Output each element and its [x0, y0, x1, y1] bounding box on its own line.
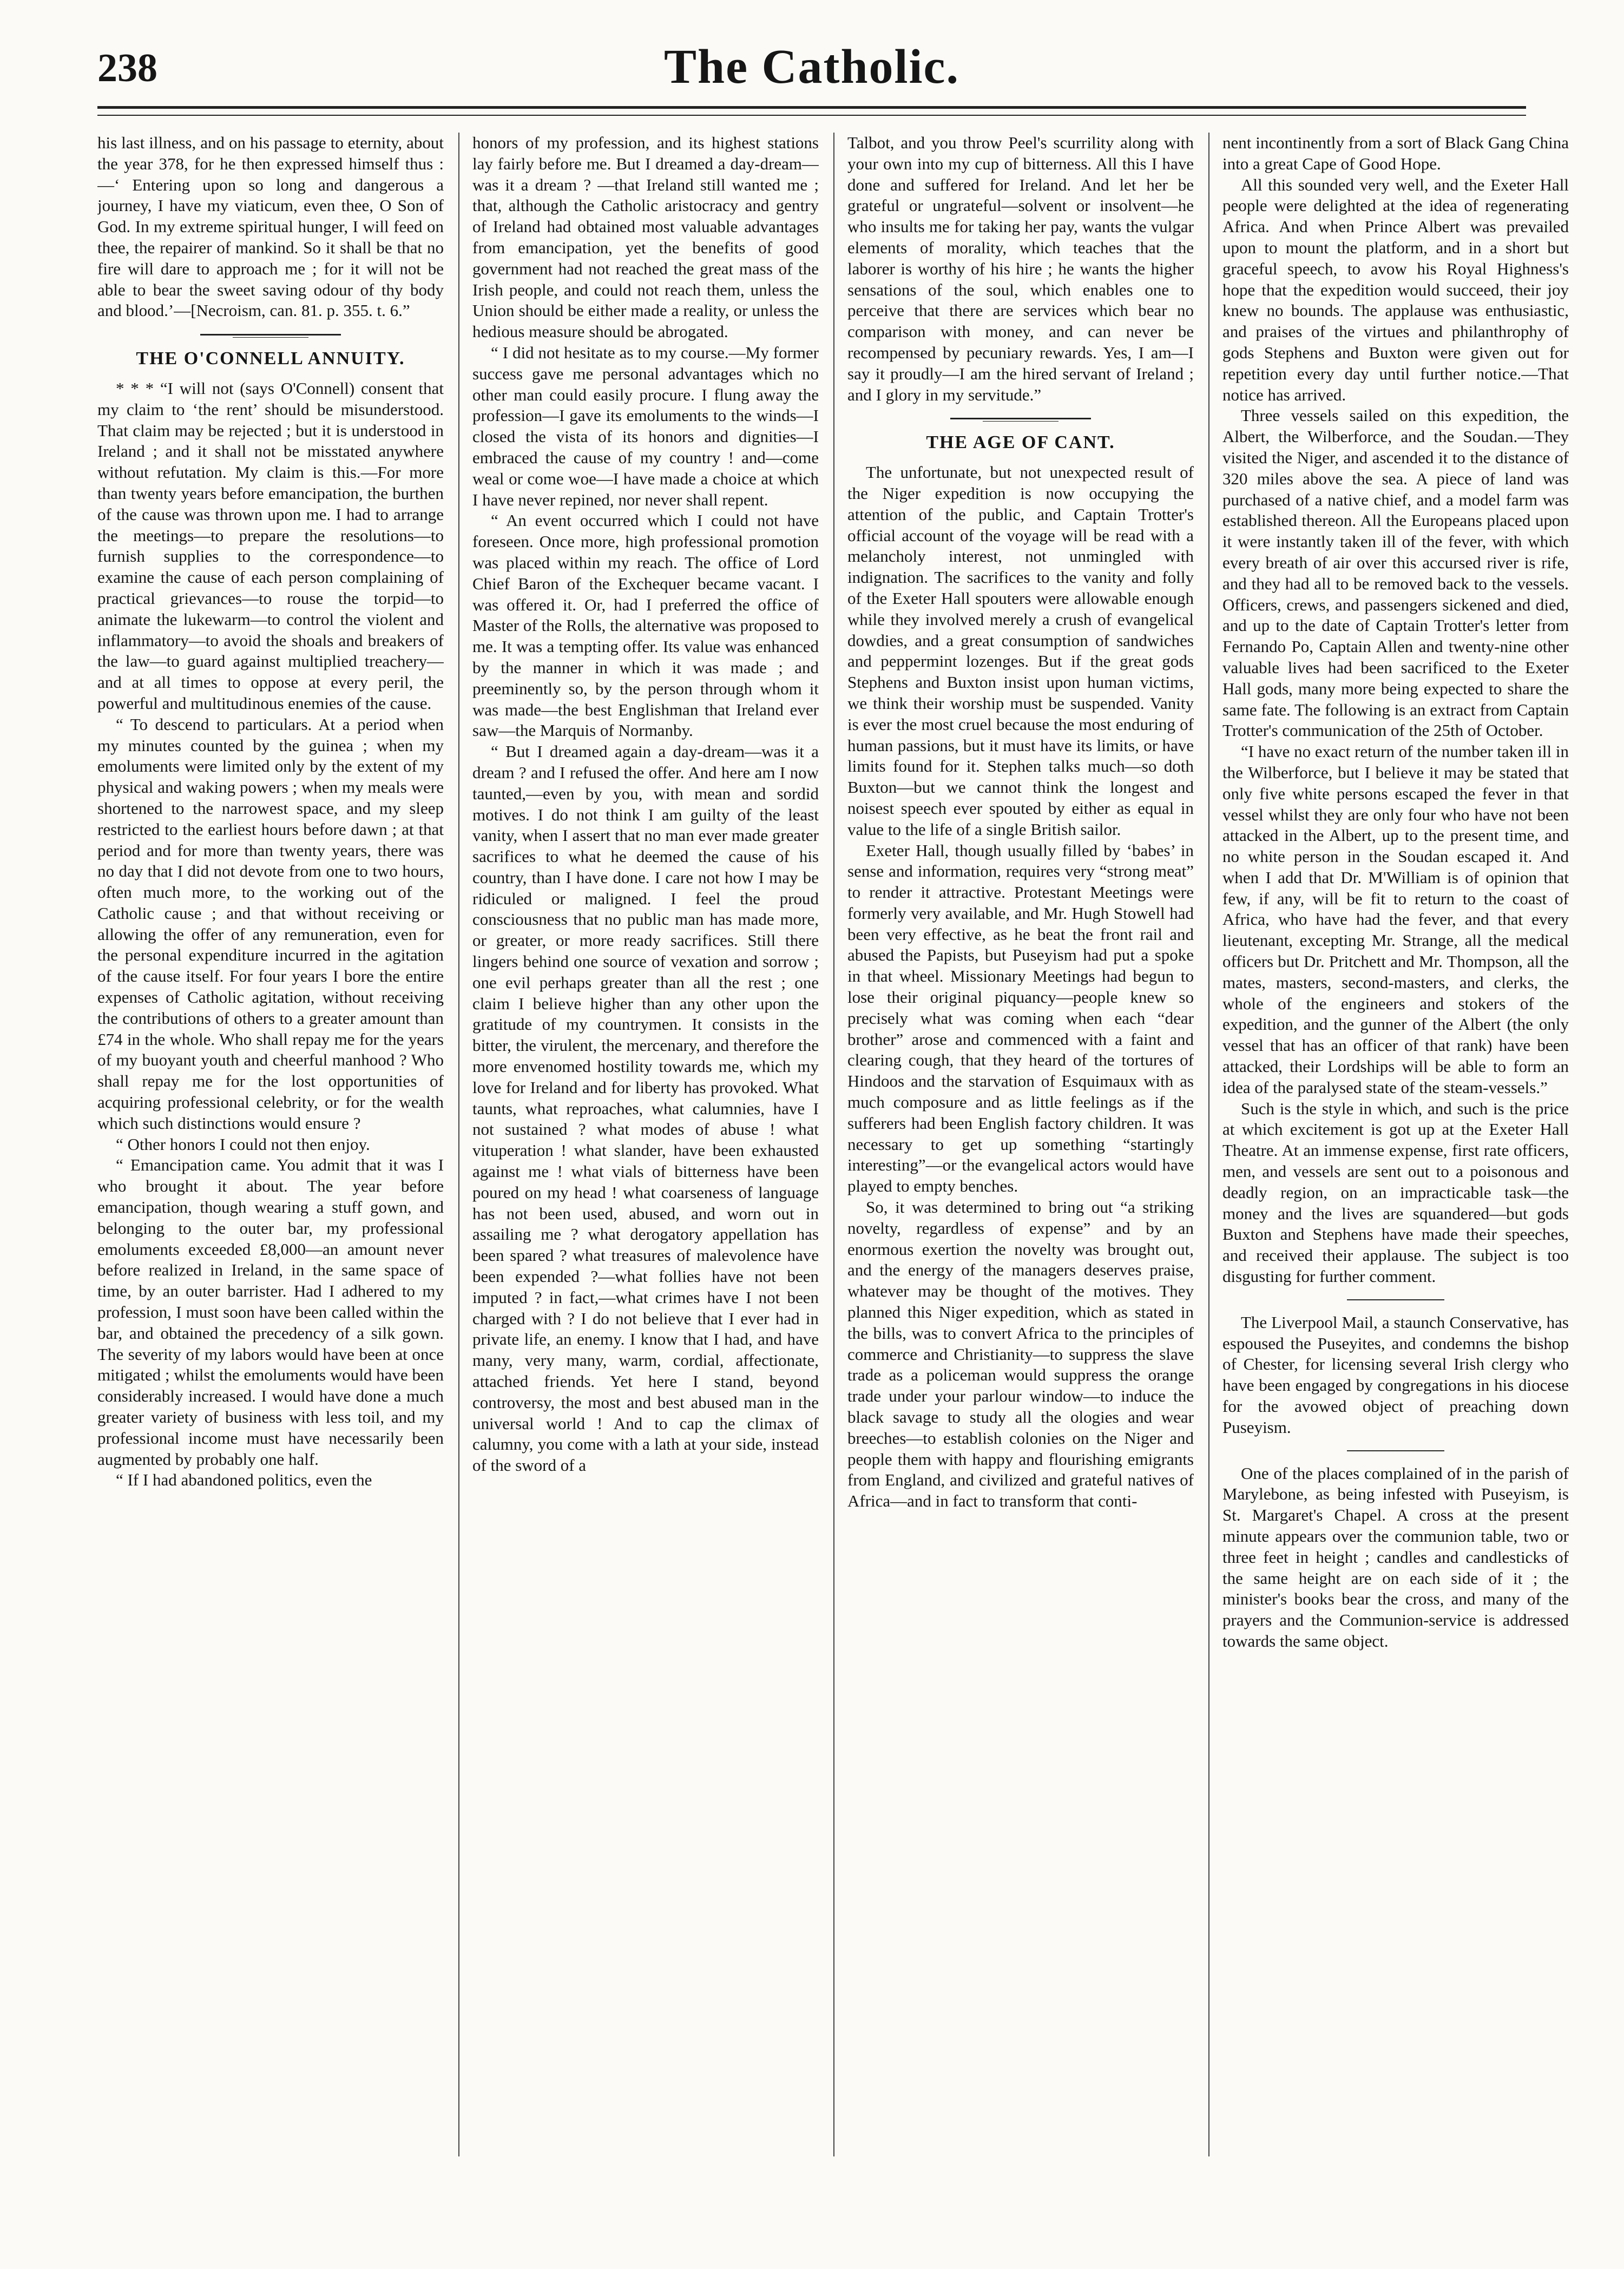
paragraph: honors of my profession, and its highest stations lay fairly before me. But I dreamed a day-dream—was it a dream ? —that Ireland still wanted me ; that, although the Catholic aristocracy and gentry of Ireland had obtained most valuable advantages from emancipation, yet the benefits of good government had not reached the great mass of the Irish people, and could not reach them, unless the Union should be either made a reality, or unless the hedious measure should be abrogated.: [472, 133, 819, 341]
paragraph: nent incontinently from a sort of Black Gang China into a great Cape of Good Hope.: [1222, 133, 1569, 173]
paragraph: * * * “I will not (says O'Connell) consent that my claim to ‘the rent’ should be misunderstood. That claim may be rejected ; but it is understood in Ireland ; and it shall not be misstated anywhere without refutation. My claim is this.—For more than twenty years before emancipation, the burthen of the cause was thrown upon me. I had to arrange the meetings—to prepare the resolutions—to furnish supplies to the correspondence—to examine the cause of each person complaining of practical grievances—to rouse the torpid—to animate the lukewarm—to control the violent and inflammatory—to avoid the shoals and breakers of the law—to guard against multiplied treachery—and at all times to oppose at every peril, the powerful and multitudinous enemies of the cause.: [97, 378, 444, 713]
paragraph: “ If I had abandoned politics, even the: [116, 1470, 372, 1490]
page-header: [97, 39, 1526, 109]
paragraph: The unfortunate, but not unexpected result of the Niger expedition is now occupying the attention of the public, and Captain Trotter's official account of the voyage will be read with a melancholy interest, not unmingled with indignation. The sacrifices to the vanity and folly of the Exeter Hall spouters were allowable enough while they involved merely a crush of evangelical dowdies, and a great consumption of sandwiches and peppermint lozenges. But if the great gods Stephens and Buxton insist upon human victims, we think their worship must be suspended. Vanity is ever the most cruel because the most enduring of human passions, but it must have its limits, or have limits found for it. Stephen talks much—so doth Buxton—but we cannot think the longest and noisest speech ever spouted by either as equal in value to the life of a single British sailor.: [847, 463, 1194, 839]
paragraph: Talbot, and you throw Peel's scurrility along with your own into my cup of bitterness. All this I have done and suffered for Ireland. And let her be grateful or ungrateful—solvent or insolvent—he who insults me for taking her pay, wants the vulgar elements of morality, which teaches that the laborer is worthy of his hire ; he wants the higher sensations of the soul, which enables one to perceive that there are services which bear no comparison with money, and can never be recompensed by pecuniary rewards. Yes, I am—I say it proudly—I am the hired servant of Ireland ; and I glory in my servitude.”: [847, 133, 1194, 404]
column-2: [472, 133, 819, 2156]
paragraph: Such is the style in which, and such is the price at which excitement is got up at the Exeter Hall Theatre. At an immense expense, first rate officers, men, and vessels are sent out to a poisonous and deadly region, on an impracticable task—the money and the lives are squandered—but gods Buxton and Stephens have made their speeches, and received their applause. The subject is too disgusting for further comment.: [1222, 1099, 1569, 1286]
paragraph: The Liverpool Mail, a staunch Conservative, has espoused the Puseyites, and condemns the bishop of Chester, for licensing several Irish clergy who have been engaged by congregations in his diocese for the avowed object of preaching down Puseyism.: [1222, 1312, 1569, 1437]
paragraph: So, it was determined to bring out “a striking novelty, regardless of expense” and by an enormous exertion the novelty was brought out, and the energy of the managers deserves praise, whatever may be thought of the motives. They planned this Niger expedition, which as stated in the bills, was to convert Africa to the principles of commerce and Christianity—to suppress the slave trade as a policeman would suppress the orange trade under your parlour window—to induce the black savage to study all the ologies and wear breeches—to establish colonies on the Niger and people them with happy and flourishing emigrants from England, and civilized and grateful natives of Africa—and in fact to transform that conti-: [847, 1198, 1194, 1511]
masthead-title: The Catholic.: [663, 40, 959, 94]
header-rule: [97, 106, 1526, 109]
paragraph: All this sounded very well, and the Exeter Hall people were delighted at the idea of regenerating Africa. And when Prince Albert was prevailed upon to mount the platform, and in a short but graceful speech, to avow his Royal Highness's hope that the expedition would succeed, their joy knew no bounds. The applause was enthusiastic, and praises of the virtues and philanthrophy of gods Stephens and Buxton were given out for repetition every day until further notice.—That notice has arrived.: [1222, 175, 1569, 404]
paragraph: his last illness, and on his passage to eternity, about the year 378, for he then expressed himself thus :—‘ Entering upon so long and dangerous a journey, I have my viaticum, even thee, O Son of God. In my extreme spiritual hunger, I will feed on thee, the repairer of mankind. So it shall be that no fire will dare to approach me ; for it will not be able to bear the sweet saving odour of thy body and blood.’—[Necroism, can. 81. p. 355. t. 6.”: [97, 133, 444, 320]
column-divider: [458, 133, 459, 2156]
paragraph: “ To descend to particulars. At a period when my minutes counted by the guinea ; when my emoluments were limited only by the extent of my physical and waking powers ; when my meals were shortened to the narrowest space, and my sleep restricted to the earliest hours before dawn ; at that period and for more than twenty years, there was no day that I did not devote from one to two hours, often much more, to the working out of the Catholic cause ; and that without receiving or allowing the offer of any remuneration, even for the personal expenditure incurred in the agitation of the cause itself. For four years I bore the entire expenses of Catholic agitation, without receiving the contributions of others to a greater amount than £74 in the whole. Who shall repay me for the years of my buoyant youth and cheerful manhood ? Who shall repay me for the lost opportunities of acquiring professional celebrity, or for the wealth which such distinctions would ensure ?: [97, 714, 444, 1133]
column-3: [847, 133, 1194, 2156]
article-rule: [1347, 1299, 1444, 1300]
column-4: [1222, 133, 1569, 2156]
paragraph: “ An event occurred which I could not have foreseen. Once more, high professional promotion was placed within my reach. The office of Lord Chief Baron of the Exchequer became vacant. I was offered it. Or, had I preferred the office of Master of the Rolls, the alternative was proposed to me. It was a tempting offer. Its value was enhanced by the manner in which it was made ; and preeminently so, by the person through whom it was made—the best Englishman that Ireland ever saw—the Marquis of Normanby.: [472, 511, 819, 740]
paragraph: “ Emancipation came. You admit that it was I who brought it about. The year before emancipation, though wearing a stuff gown, and belonging to the outer bar, my professional emoluments exceeded £8,000—an amount never before realized in Ireland, in the same space of time, by an outer barrister. Had I adhered to my profession, I must soon have been called within the bar, and obtained the precedency of a silk gown. The severity of my labors would have been at once mitigated ; whilst the emoluments would have been considerably increased. I would have done a much greater variety of business with less toil, and my professional income must have necessarily been augmented by probably one half.: [97, 1155, 444, 1469]
page-number: 238: [97, 46, 157, 90]
section-heading: THE O'CONNELL ANNUITY.: [136, 348, 405, 369]
column-1: [97, 133, 444, 2156]
paragraph: “ I did not hesitate as to my course.—My former success gave me personal advantages which no other man could easily procure. I flung away the profession—I gave its emoluments to the winds—I closed the vista of its honors and dignities—I embraced the cause of my country ! and—come weal or come woe—I have made a choice at which I have never repined, nor never shall repent.: [472, 343, 819, 509]
paragraph: One of the places complained of in the parish of Marylebone, as being infested with Puseyism, is St. Margaret's Chapel. A cross at the present minute appears over the communion table, two or three feet in height ; candles and candlesticks of the same height are on each side of it ; the minister's books bear the cross, and many of the prayers and the Communion-service is addressed towards the same object.: [1222, 1463, 1569, 1650]
paragraph: “ Other honors I could not then enjoy.: [116, 1134, 370, 1154]
paragraph: “ But I dreamed again a day-dream—was it a dream ? and I refused the offer. And here am I now taunted,—even by you, with mean and sordid motives. I do not think I am guilty of the least vanity, when I assert that no man ever made greater sacrifices to what he deemed the cause of his country, than I have done. I care not how I may be ridiculed or maligned. I feel the proud consciousness that no public man has made more, or greater, or more ready sacrifices. Still there lingers behind one source of vexation and sorrow ; one evil perhaps greater than all the rest ; one claim I believe higher than any other upon the gratitude of my countrymen. It consists in the bitter, the virulent, the mercenary, and therefore the more envenomed hostility towards me, which my love for Ireland and for liberty has provoked. What taunts, what reproaches, what calumnies, have I not sustained ? what modes of abuse ! what vituperation ! what slander, have been exhausted against me ! what vials of bitterness have been poured on my head ! what coarseness of language has not been used, abused, and worn out in assailing me ? what derogatory appellation has been spared ? what treasures of malevolence have been expended ?—what follies have not been imputed ? in fact,—what crimes have I not been charged with ? I do not believe that I ever had in private life, an enemy. I know that I had, and have many, very many, warm, cordial, affectionate, attached friends. Yet here I stand, beyond controversy, the most and best abused man in the universal world ! And to cap the climax of calumny, you come with a lath at your side, instead of the sword of a: [472, 742, 819, 1475]
paragraph: Exeter Hall, though usually filled by ‘babes’ in sense and information, requires very “strong meat” to render it attractive. Protestant Meetings were formerly very available, and Mr. Hugh Stowell had been very effective, as he beat the front rail and abused the Papists, but Puseyism had put a spoke in that wheel. Missionary Meetings had begun to lose their original piquancy—people knew so precisely what was coming when each “dear brother” arose and commenced with a faint and clearing cough, that they heard of the tortures of Hindoos and the starvation of Esquimaux with as much composure and as little feelings as if the sufferers had been English factory children. It was necessary to get up something “startingly interesting”—or the evangelical actors would have played to empty benches.: [847, 840, 1194, 1196]
paragraph: “I have no exact return of the number taken ill in the Wilberforce, but I believe it may be stated that only five white persons escaped the fever in that vessel whilst they are only four who have not been attacked in the Albert, up to the present time, and no white person in the Soudan escaped it. And when I add that Dr. M'William is of opinion that few, if any, will be fit to return to the coast of Africa, who have had the fever, and that every lieutenant, excepting Mr. Strange, all the medical officers but Dr. Pritchett and Mr. Thompson, all the mates, masters, second-masters, and clerks, the whole of the engineers and stokers of the expedition, and the gunner of the Albert (the only vessel that has an officer of that rank) have been attacked, their Lordships will be able to form an idea of the paralysed state of the steam-vessels.”: [1222, 742, 1569, 1097]
paragraph: Three vessels sailed on this expedition, the Albert, the Wilberforce, and the Soudan.—They visited the Niger, and ascended it to the distance of 320 miles above the sea. A piece of land was purchased of a native chief, and a model farm was established thereon. All the Europeans placed upon it were instantly taken ill of the fever, with which every breath of air over this accursed river is rife, and they had all to be removed back to the vessels. Officers, crews, and passengers sickened and died, and up to the date of Captain Trotter's letter from Fernando Po, Captain Allen and twenty-nine other valuable lives had been sacrificed to the Exeter Hall gods, many more being expected to share the same fate. The following is an extract from Captain Trotter's communication of the 25th of October.: [1222, 406, 1569, 740]
column-divider: [833, 133, 834, 2156]
article-rule: [1347, 1450, 1444, 1451]
column-divider: [1208, 133, 1209, 2156]
article-columns: [97, 133, 1569, 2156]
section-separator: [950, 416, 1091, 422]
header-rule-thin: [97, 115, 1526, 116]
section-heading: THE AGE OF CANT.: [926, 432, 1115, 453]
section-separator: [200, 332, 341, 338]
